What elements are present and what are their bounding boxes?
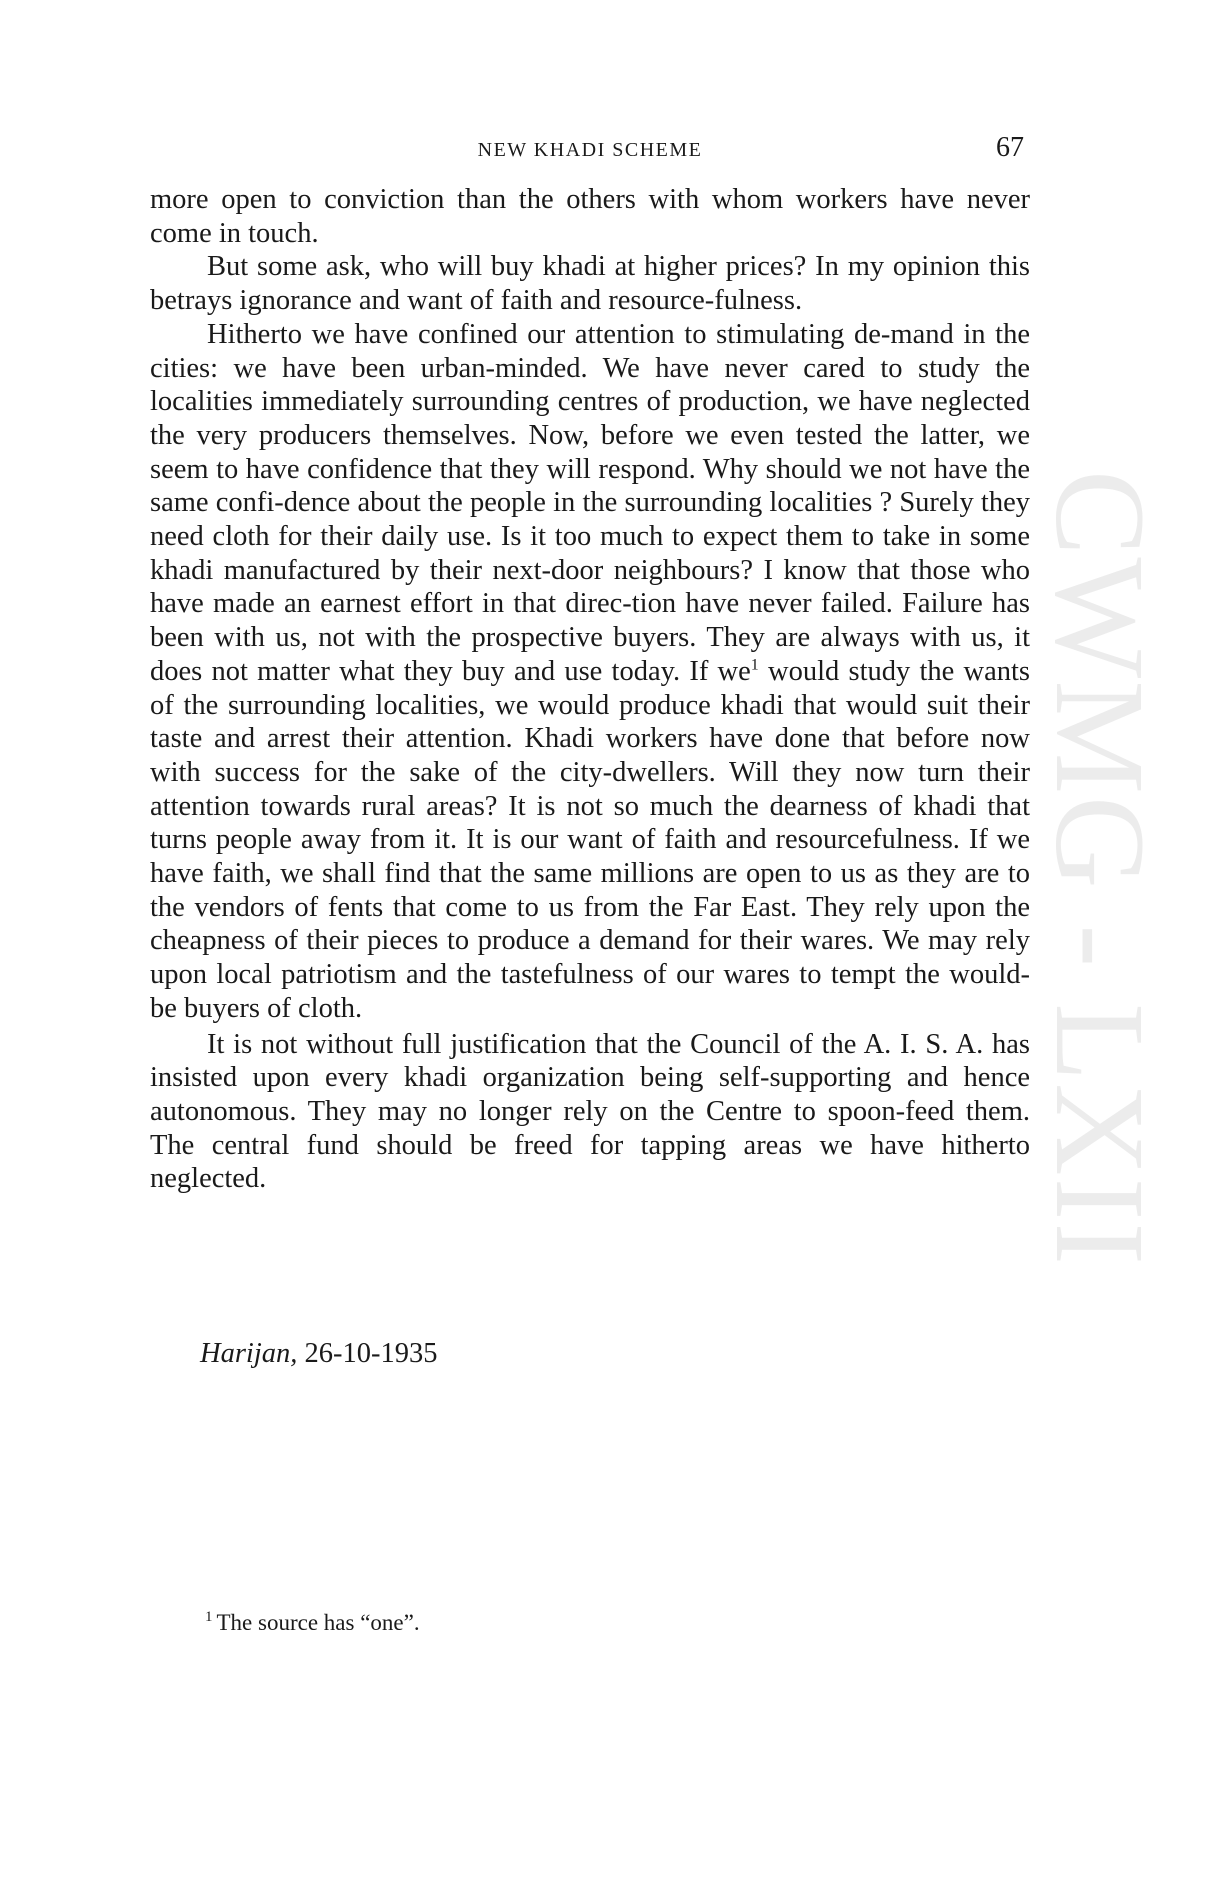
running-title: NEW KHADI SCHEME [477,139,703,161]
source-date: 26-10-1935 [304,1338,438,1369]
page-number: 67 [996,132,1024,163]
paragraph-main [150,318,1030,1026]
footnote [205,1610,420,1636]
footnote-reference: 1 [750,656,759,674]
paragraph-continued: more open to conviction than the others with whom workers have never come in touch. [150,184,1030,249]
footnote-marker: 1 [205,1609,213,1626]
paragraph: It is not without full justification that the Council of the A. I. S. A. has insisted upon every khadi organization being self-supporting and hence autonomous. They may no longer rely on the Centre to spoon-feed them. The central fund should be freed for tapping areas we have hitherto neglected. [150,1028,1030,1195]
watermark: CWMG - LXII [1029,470,1171,1267]
paragraph: But some ask, who will buy khadi at higher prices? In my opinion this betrays ignorance and want of faith and resource-fulness. [150,251,1030,317]
paragraph-text-part: Hitherto we have confined our attention to stimulating de-mand in the cities: we have been urban-minded. We have never cared to study the localities immediately surrounding centres of production, we have neglected the very producers themselves. Now, before we even tested the latter, we seem to have confidence that they will respond. Why should we not have the same confi-dence about the people in the surrounding localities ? Surely they need cloth for their daily use. Is it too much to expect them to take in some khadi manufactured by their next-door neighbours? I know that those who have made an earnest effort in that direc-tion have never failed. Failure has been with us, not with the prospective buyers. They are always with us, it does not matter what they buy and use today. If we [150,318,1030,687]
source-citation [200,1338,438,1370]
footnote-text: The source has “one”. [216,1610,420,1635]
running-head [150,132,1030,172]
paragraph-text-part: would study the wants of the surrounding localities, we would produce khadi that would suit their taste and arrest their attention. Khadi workers have done that before now with success for the sake of the city-dwellers. Will they now turn their attention towards rural areas? It is not so much the dearness of khadi that turns people away from it. It is our want of faith and resourcefulness. If we have faith, we shall find that the same millions are open to us as they are to the vendors of fents that come to us from the Far East. They rely upon the cheapness of their pieces to produce a demand for their wares. We may rely upon local patriotism and the tastefulness of our wares to tempt the would-be buyers of cloth. [150,655,1030,1024]
source-publication: Harijan, [200,1338,298,1369]
body-text [150,183,1030,1196]
